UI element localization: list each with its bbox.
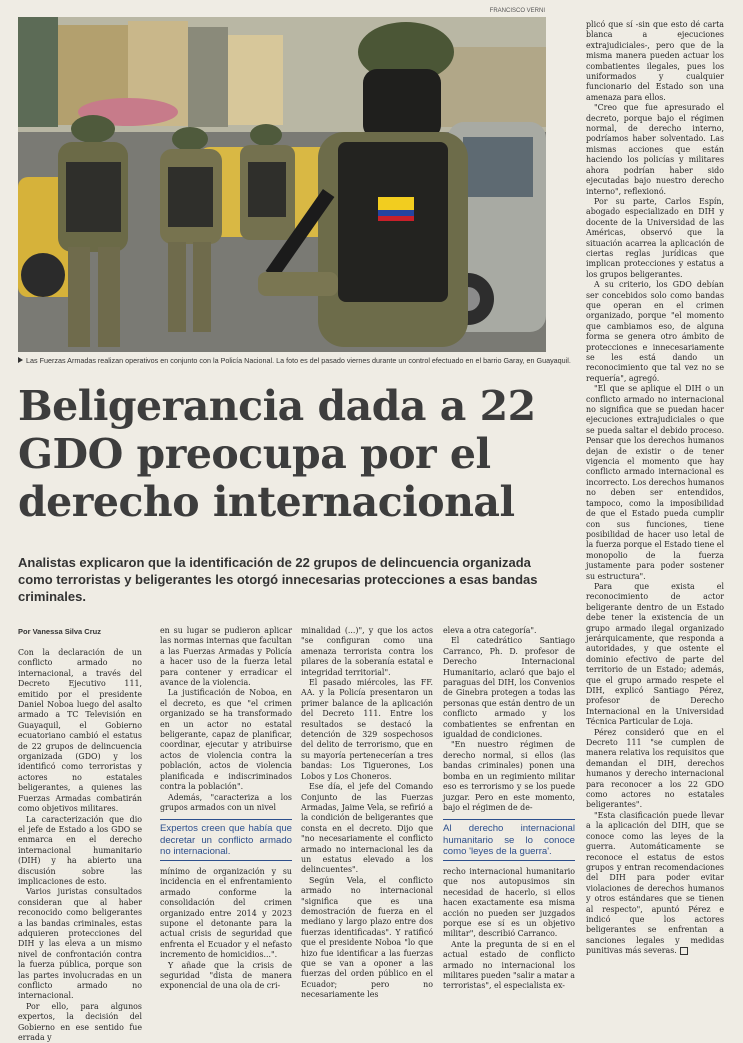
headline-line-3: derecho internacional — [18, 478, 515, 526]
paragraph: Ese día, el jefe del Comando Conjunto de las Fuerzas Armadas, Jaime Vela, se refirió a la condición de beligerantes que consta en el decreto. Dijo que "no necesariamente el conflicto armado no internacional les da un estatus elevado a los delincuentes". — [301, 782, 433, 875]
paragraph: "En nuestro régimen de derecho normal, si ellos (las bandas criminales) ponen una bomba en un regimiento militar eso es terrorismo y se los puede juzgar. Pero en este momento, bajo el régimen de de- — [443, 740, 575, 812]
pull-quote-2: Al derecho internacional humanitario se lo conoce como 'leyes de la guerra'. — [443, 819, 575, 861]
paragraph: minalidad (...)", y que los actos "se configuran como una amenaza terrorista contra los pilares de la soberanía estatal e integridad territorial". — [301, 626, 433, 677]
paragraph: plicó que sí -sin que esto dé carta blanca a ejecuciones extrajudiciales-, pero que de la misma manera pueden actuar los combatientes ilegales, pues los uniformados y cualquier funcionario del Estado son una amenaza para ellos. — [586, 20, 724, 102]
subheadline: Analistas explicaron que la identificación de 22 grupos de delincuencia organizada como terroristas y beligerantes les otorgó innecesarias protecciones a esas bandas criminales. — [18, 555, 538, 604]
paragraph: El catedrático Santiago Carranco, Ph. D. profesor de Derecho Internacional Humanitario, aclaró que bajo el paraguas del DIH, los Convenios de Ginebra protegen a todas las personas que están dentro de un conflicto armado y los combatientes se enfrentan en igualdad de condiciones. — [443, 636, 575, 740]
paragraph: "El que se aplique el DIH o un conflicto armado no internacional no significa que se puedan hacer ejecuciones extrajudiciales o que se pueda saltar el debido proceso. Pensar que los derechos humanos dejan de existir o de tener vigencia el momento que hay conflicto armado internacional es incorrecto. Los derechos humanos no deben ser entendidos, tampoco, como la imposibilidad de que el Estado pueda cumplir con sus funciones, tiene posibilidad de hacer uso letal de la fuerza porque el Estado tiene el monopolio de la fuerza justamente para poder sostener su estructura". — [586, 384, 724, 581]
paragraph: "Esta clasificación puede llevar a la aplicación del DIH, que se conoce como las leyes de la guerra. Automáticamente se reconoce el estatus de estos grupos y entran recomendaciones del DIH para poder evitar violaciones de derechos humanos y otros estándares que se tienen al respecto", apuntó Pérez e indicó que los actores beligerantes se enfrentan a sanciones legales y medidas punitivas más severas. — [586, 810, 724, 956]
paragraph: El pasado miércoles, las FF. AA. y la Policía presentaron un primer balance de la aplicación del Decreto 111. Entre los resultados se destacó la detención de 329 sospechosos del delito de terrorismo, que en su mayoría pertenecerían a tres bandas: Los Tiguerones, Los Lobos y Los Choneros. — [301, 678, 433, 781]
paragraph: A su criterio, los GDO debían ser concebidos solo como bandas que operan en el crimen organizado, porque "el momento que cambiamos eso, de alguna forma se genera otro ámbito de protecciones e innecesariamente se les está dando un reconocimiento que tal vez no se requería", agregó. — [586, 280, 724, 383]
photo-caption — [18, 356, 571, 368]
article-column-5 — [586, 20, 724, 1020]
paragraph: Según Vela, el conflicto armado no internacional "significa que es una demostración de fuerza en el mediano y largo plazo entre dos fuerzas identificadas". Y ratificó que el presidente Noboa "lo que hizo fue identificar a las fuerzas que se van a oponer a las fuerzas del orden público en el Ecuador; pero no necesariamente les — [301, 875, 433, 1000]
article-column-4 — [443, 626, 575, 1020]
paragraph: Ante la pregunta de si en el actual estado de conflicto armado no internacional los militares pueden "salir a matar a terroristas", el especialista ex- — [443, 939, 576, 991]
paragraph: Por su parte, Carlos Espín, abogado especializado en DIH y docente de la Universidad de las Américas, observó que la situación acarrea la aplicación de ciertas reglas jurídicas que implican protecciones y estatus a los grupos beligerantes. — [586, 196, 724, 279]
triangle-bullet-icon — [18, 357, 23, 363]
paragraph: Para que exista el reconocimiento de actor beligerante dentro de un Estado debe tener la existencia de un grupo armado ilegal organizado jerárquicamente, que responda a autoridades, y que ostente el dominio efectivo de parte del territorio de un Estado; además, que el grupo armado respete el DIH, explicó Santiago Pérez, profesor de Derecho Internacional en la Universidad Técnica Particular de Loja. — [586, 581, 724, 727]
news-photo — [18, 17, 546, 352]
end-of-article-icon — [680, 947, 688, 955]
paragraph: en su lugar se pudieron aplicar las normas internas que facultan a las Fuerzas Armadas y Policía a hacer uso de la fuerza letal para contener y erradicar el avance de la violencia. — [160, 626, 292, 688]
paragraph: Con la declaración de un conflicto armado no internacional, a través del Decreto Ejecutivo 111, emitido por el presidente Daniel Noboa luego del asalto armado a TC Televisión en Guayaquil, el Gobierno ecuatoriano cambió el estatus de 22 grupos de delincuencia organizada (GDO) y los identificó como terroristas y actores no estatales beligerantes, a quienes las Fuerzas Armadas combatirán como objetivos militares. — [18, 648, 142, 814]
article-column-2 — [160, 626, 292, 1020]
paragraph: "Creo que fue apresurado el decreto, porque bajo el régimen normal, de derecho interno, podríamos haber solventado. Las mismas acciones que están haciendo los policías y militares ahora podrían haber sido ejecutadas bajo nuestro derecho interno", reflexionó. — [586, 103, 724, 196]
caption-text: Las Fuerzas Armadas realizan operativos en conjunto con la Policía Nacional. La foto es del pasado viernes durante un control efectuado en el barrio Garay, en Guayaquil. — [26, 356, 571, 365]
paragraph: Pérez consideró que en el Decreto 111 "se cumplen de manera relativa los requisitos que demandan el DIH, derechos humanos y derecho internacional para reconocer a los 22 GDO como actores no estatales beligerantes". — [586, 727, 724, 810]
paragraph: Por ello, para algunos expertos, la decisión del Gobierno en ese sentido fue errada y — [18, 1001, 142, 1043]
paragraph: Y añade que la crisis de seguridad "dista de manera exponencial de una ola de cri- — [160, 960, 292, 991]
article-column-3 — [301, 626, 433, 1020]
headline-line-1: Beligerancia dada a 22 — [18, 382, 536, 430]
headline-line-2: GDO preocupa por el — [18, 430, 491, 478]
article-column-1 — [18, 648, 142, 1043]
soldiers-street-illustration — [18, 17, 546, 352]
paragraph: Varios juristas consultados consideran que al haber reconocido como beligerantes a las bandas criminales, estas adquieren protecciones del DIH y las eleva a un mismo nivel de confrontación contra la fuerza pública, porque son las partes involucradas en un conflicto armado no internacional. — [18, 887, 142, 1001]
paragraph: eleva a otra categoría". — [443, 626, 537, 635]
paragraph: La caracterización que dio el jefe de Estado a los GDO se enmarca en el derecho internacional humanitario (DIH) y ha abierto una discusión sobre las implicaciones de esto. — [18, 814, 142, 886]
paragraph: Además, "caracteriza a los grupos armados con un nivel — [160, 792, 292, 812]
paragraph: mínimo de organización y su incidencia en el enfrentamiento armado conforme la consolidación del crimen organizado entre 2014 y 2023 supone el detonante para la actual crisis de seguridad que enfrenta el Ecuador y el nefasto incremento de homicidios...". — [160, 866, 292, 960]
paragraph: La justificación de Noboa, en el decreto, es que "el crimen organizado se ha transformado en un actor no estatal beligerante, capaz de planificar, coordinar, ejecutar y atribuirse actos de violencia contra la población, actos de violencia planificada e indiscriminados contra la población". — [160, 688, 292, 792]
byline: Por Vanessa Silva Cruz — [18, 627, 101, 636]
paragraph: recho internacional humanitario que nos autopusimos sin necesidad de hacerlo, si ellos hacen exactamente esa misma acción no pueden ser juzgados porque ese sí es un objetivo militar", describió Carranco. — [443, 866, 575, 939]
photo-credit: FRANCISCO VERNI — [489, 8, 545, 14]
headline — [18, 382, 558, 526]
pull-quote-1: Expertos creen que había que decretar un conflicto armado no internacional. — [160, 819, 292, 861]
